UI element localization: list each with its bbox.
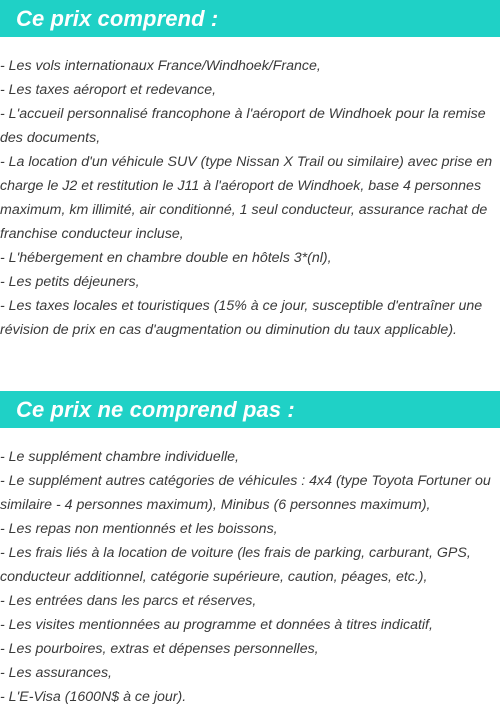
list-item: - Le supplément chambre individuelle,: [0, 449, 239, 465]
excludes-title: Ce prix ne comprend pas :: [16, 396, 295, 422]
list-item: - Les visites mentionnées au programme et données à titres indicatif,: [0, 617, 433, 633]
list-item: - Les pourboires, extras et dépenses personnelles,: [0, 641, 319, 657]
list-item: - L'hébergement en chambre double en hôtels 3*(nl),: [0, 250, 332, 266]
excludes-header: [0, 391, 500, 428]
list-item: - Les repas non mentionnés et les boissons,: [0, 521, 278, 537]
excludes-list: [0, 445, 498, 709]
list-item: - Les taxes locales et touristiques (15% à ce jour, susceptible d'entraîner une révision de prix en cas d'augmentation ou diminution du taux applicable).: [0, 298, 483, 338]
list-item: - Les taxes aéroport et redevance,: [0, 82, 217, 98]
list-item: - Les petits déjeuners,: [0, 274, 140, 290]
includes-header: [0, 0, 500, 37]
list-item: - La location d'un véhicule SUV (type Nissan X Trail ou similaire) avec prise en charge le J2 et restitution le J11 à l'aéroport de Windhoek, base 4 personnes maximum, km illimité, air conditionné, 1 seul conducteur, assurance rachat de franchise conducteur incluse,: [0, 154, 493, 242]
list-item: - Les frais liés à la location de voiture (les frais de parking, carburant, GPS, conducteur additionnel, catégorie supérieure, caution, péages, etc.),: [0, 545, 471, 585]
list-item: - Les entrées dans les parcs et réserves,: [0, 593, 257, 609]
list-item: - Les vols internationaux France/Windhoek/France,: [0, 58, 321, 74]
list-item: - Le supplément autres catégories de véhicules : 4x4 (type Toyota Fortuner ou similaire - 4 personnes maximum), Minibus (6 personnes maximum),: [0, 473, 491, 513]
includes-title: Ce prix comprend :: [16, 5, 219, 31]
list-item: - Les assurances,: [0, 665, 112, 681]
includes-list: [0, 54, 498, 342]
list-item: - L'accueil personnalisé francophone à l'aéroport de Windhoek pour la remise des documents,: [0, 106, 486, 146]
list-item: - L'E-Visa (1600N$ à ce jour).: [0, 689, 187, 705]
